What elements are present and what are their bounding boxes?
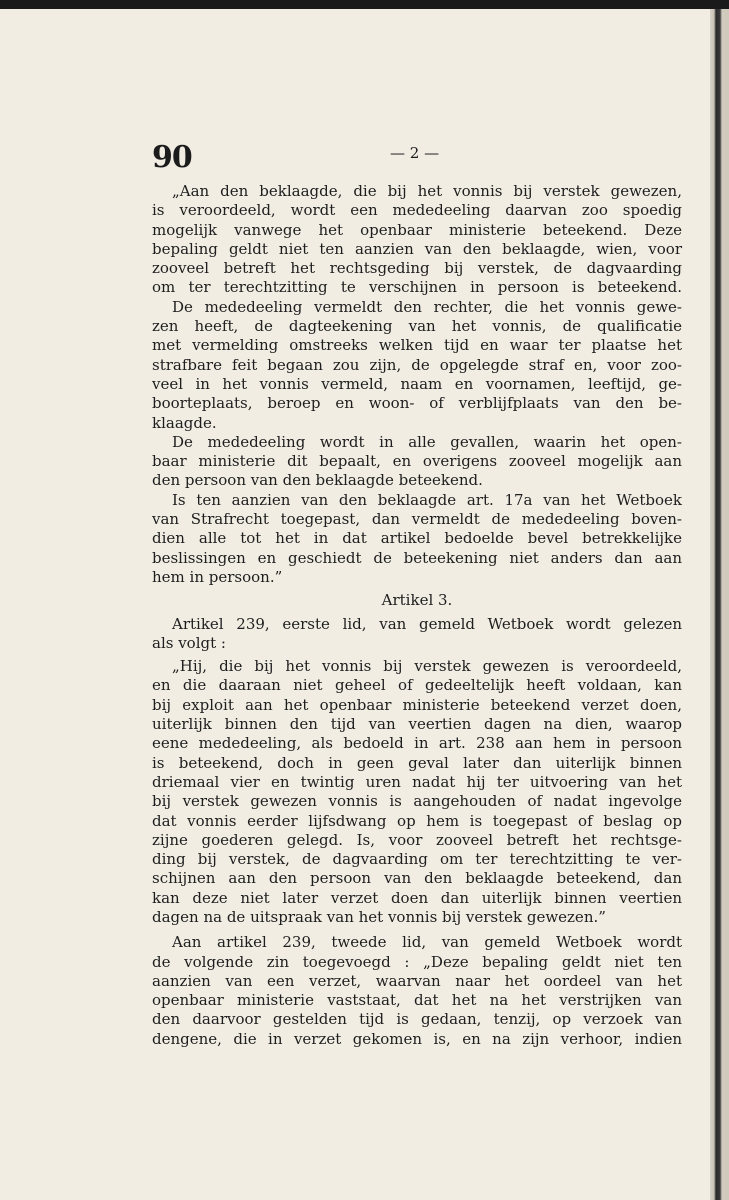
text-line: Artikel 239, eerste lid, van gemeld Wetboek wordt gelezen xyxy=(172,614,682,633)
text-line: Is ten aanzien van den beklaagde art. 17a van het Wetboek xyxy=(172,490,682,509)
text-line: „Aan den beklaagde, die bij het vonnis bij verstek gewezen, xyxy=(172,182,682,200)
article-heading: Artikel 3. xyxy=(381,591,453,610)
text-line: om ter terechtzitting te verschijnen in persoon is beteekend. xyxy=(152,278,682,297)
text-line: eene mededeeling, als bedoeld in art. 238 aan hem in persoon xyxy=(152,734,682,753)
page-header xyxy=(152,140,682,180)
text-line: baar ministerie dit bepaalt, en overigens zooveel mogelijk aan xyxy=(152,452,682,471)
text-line: zijne goederen gelegd. Is, voor zooveel betreft het rechtsge- xyxy=(152,830,682,849)
text-line: van Strafrecht toegepast, dan vermeldt de mededeeling boven- xyxy=(152,510,682,529)
text-line: en die daaraan niet geheel of gedeeltelijk heeft voldaan, kan xyxy=(152,676,682,695)
text-line: De mededeeling vermeldt den rechter, die het vonnis gewe- xyxy=(172,297,682,316)
text-line: kan deze niet later verzet doen dan uiterlijk binnen veertien xyxy=(152,888,682,907)
page-number: 90 xyxy=(152,140,192,175)
text-line: met vermelding omstreeks welken tijd en waar ter plaatse het xyxy=(152,336,682,355)
text-line: De mededeeling wordt in alle gevallen, waarin het open- xyxy=(172,432,682,451)
text-line: uiterlijk binnen den tijd van veertien dagen na dien, waarop xyxy=(152,715,682,734)
text-line: is veroordeeld, wordt een mededeeling daarvan zoo spoedig xyxy=(152,201,682,220)
text-line: strafbare feit begaan zou zijn, de opgelegde straf en, voor zoo- xyxy=(152,355,682,374)
text-line: driemaal vier en twintig uren nadat hij ter uitvoering van het xyxy=(152,772,682,791)
text-line: de volgende zin toegevoegd : „Deze bepaling geldt niet ten xyxy=(152,952,682,971)
text-line: dengene, die in verzet gekomen is, en na zijn verhoor, indien xyxy=(152,1029,682,1048)
text-line: ding bij verstek, de dagvaarding om ter terechtzitting te ver- xyxy=(152,850,682,869)
text-line: is beteekend, doch in geen geval later dan uiterlijk binnen xyxy=(152,753,682,772)
text-line: bij exploit aan het openbaar ministerie beteekend verzet doen, xyxy=(152,695,682,714)
text-line: dien alle tot het in dat artikel bedoelde bevel betrekkelijke xyxy=(152,529,682,548)
text-line: schijnen aan den persoon van den beklaagde beteekend, dan xyxy=(152,869,682,888)
page-edge xyxy=(710,9,729,1200)
text-line: beslissingen en geschiedt de beteekening niet anders dan aan xyxy=(152,548,682,567)
text-line: dat vonnis eerder lijfsdwang op hem is toegepast of beslag op xyxy=(152,811,682,830)
text-line: den daarvoor gestelden tijd is gedaan, tenzij, op verzoek van xyxy=(152,1010,682,1029)
folio-number: — 2 — xyxy=(390,144,440,162)
text-line: boorteplaats, beroep en woon- of verblijfplaats van den be- xyxy=(152,394,682,413)
text-line: openbaar ministerie vaststaat, dat het na het verstrijken van xyxy=(152,991,682,1010)
text-line: zooveel betreft het rechtsgeding bij verstek, de dagvaarding xyxy=(152,259,682,278)
text-line: bepaling geldt niet ten aanzien van den beklaagde, wien, voor xyxy=(152,239,682,258)
body-text xyxy=(152,182,682,1049)
text-line: den persoon van den beklaagde beteekend. xyxy=(152,471,483,490)
text-line: zen heeft, de dagteekening van het vonnis, de qualificatie xyxy=(152,317,682,336)
text-line: Aan artikel 239, tweede lid, van gemeld Wetboek wordt xyxy=(172,933,682,952)
text-line: bij verstek gewezen vonnis is aangehouden of nadat ingevolge xyxy=(152,792,682,811)
text-line: aanzien van een verzet, waarvan naar het oordeel van het xyxy=(152,971,682,990)
text-line: „Hij, die bij het vonnis bij verstek gewezen is veroordeeld, xyxy=(172,657,682,676)
text-line: mogelijk vanwege het openbaar ministerie beteekend. Deze xyxy=(152,220,682,239)
text-line: als volgt : xyxy=(152,633,226,652)
text-line: dagen na de uitspraak van het vonnis bij verstek gewezen.” xyxy=(152,907,606,926)
text-line: hem in persoon.” xyxy=(152,567,283,586)
text-line: veel in het vonnis vermeld, naam en voornamen, leeftijd, ge- xyxy=(152,374,682,393)
text-line: klaagde. xyxy=(152,413,217,432)
